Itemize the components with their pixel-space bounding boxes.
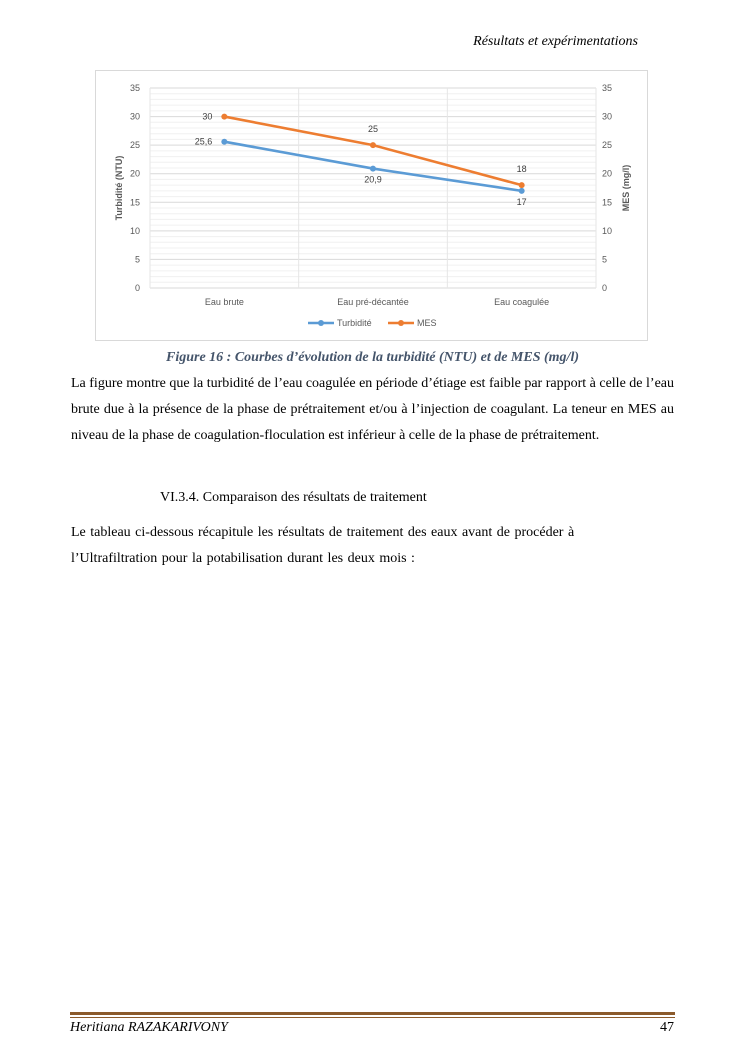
data-point	[519, 188, 525, 194]
footer-rule	[70, 1012, 675, 1015]
section-heading: VI.3.4. Comparaison des résultats de traitement	[160, 490, 427, 505]
x-tick-label: Eau coagulée	[494, 297, 550, 307]
data-point	[221, 114, 227, 120]
y-axis-title-left: Turbidité (NTU)	[114, 155, 124, 221]
data-point	[370, 166, 376, 172]
data-label: 25,6	[194, 136, 213, 147]
y-tick-label-left: 35	[129, 83, 140, 93]
y-tick-label-left: 20	[129, 168, 140, 179]
data-point	[519, 182, 525, 188]
line-chart-svg	[96, 71, 649, 342]
data-point	[221, 139, 227, 145]
data-label: 25	[367, 124, 379, 135]
footer-rule-thin	[70, 1017, 675, 1018]
y-tick-label-right: 20	[602, 168, 613, 179]
y-tick-label-left: 0	[134, 283, 140, 293]
legend-layer	[308, 318, 437, 328]
y-tick-label-right: 10	[602, 225, 613, 236]
data-point	[370, 142, 376, 148]
y-tick-label-right: 30	[602, 111, 613, 122]
grid-layer	[150, 88, 596, 288]
x-tick-label: Eau brute	[204, 297, 244, 307]
series-layer	[195, 112, 527, 207]
legend-label: Turbidité	[337, 318, 372, 328]
running-header: Résultats et expérimentations	[473, 34, 638, 49]
y-tick-label-left: 15	[129, 197, 140, 208]
y-tick-label-left: 10	[129, 225, 140, 236]
y-tick-label-left: 5	[134, 254, 140, 265]
y-tick-label-right: 35	[602, 83, 613, 93]
data-label: 18	[516, 164, 527, 175]
data-label: 30	[202, 111, 213, 122]
legend-marker	[318, 320, 324, 326]
data-label: 20,9	[364, 174, 382, 185]
y-tick-label-right: 5	[602, 254, 608, 265]
body-paragraph: La figure montre que la turbidité de l’eau coagulée en période d’étiage est faible par rapport à celle de l’eau brute due à la présence de la phase de prétraitement et/ou à l’injection de coagulant. La teneur en MES au niveau de la phase de coagulation-floculation est inférieur à celle de la phase de prétraitement.	[71, 376, 674, 443]
legend-marker	[398, 320, 404, 326]
y-tick-label-right: 25	[602, 140, 613, 151]
page-number: 47	[660, 1020, 674, 1035]
y-tick-label-left: 25	[129, 140, 140, 151]
y-tick-label-right: 15	[602, 197, 613, 208]
legend-label: MES	[417, 318, 437, 328]
y-tick-label-left: 30	[129, 111, 140, 122]
figure-caption: Figure 16 : Courbes d’évolution de la turbidité (NTU) et de MES (mg/l)	[166, 350, 579, 365]
chart	[95, 70, 648, 341]
y-tick-label-right: 0	[602, 283, 608, 293]
x-tick-label: Eau pré-décantée	[337, 297, 409, 307]
y-axis-title-right: MES (mg/l)	[621, 164, 631, 212]
data-label: 17	[516, 196, 527, 207]
footer-author: Heritiana RAZAKARIVONY	[70, 1020, 228, 1035]
body-paragraph-2: Le tableau ci-dessous récapitule les résultats de traitement des eaux avant de procéder à l’Ultrafiltration pour la potabilisation durant les deux mois :	[71, 525, 575, 566]
